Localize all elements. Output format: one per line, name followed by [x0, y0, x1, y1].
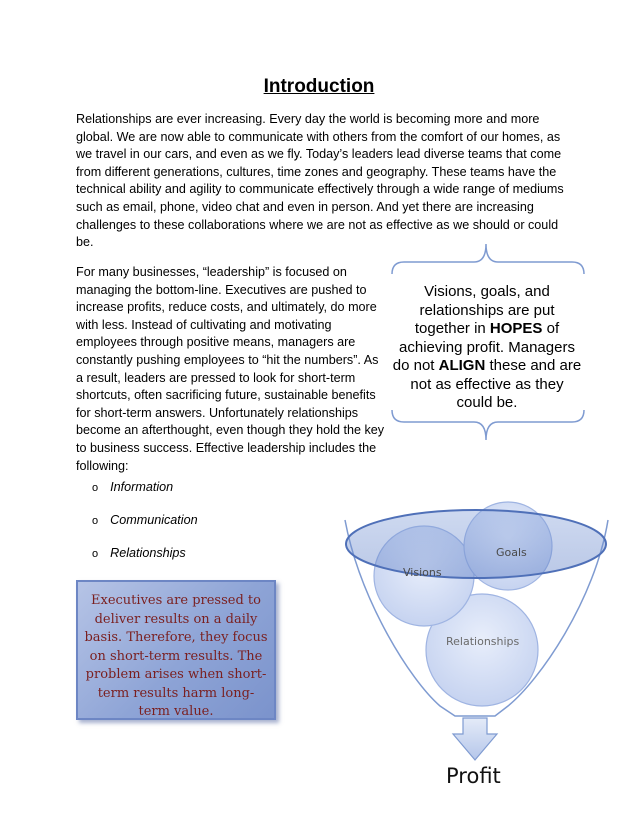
bullet-marker: o — [92, 515, 99, 527]
executives-note-box — [76, 580, 276, 720]
goals-label: Goals — [496, 546, 527, 559]
intro-paragraph: Relationships are ever increasing. Every day the world is becoming more and more global. We are now able to communicate with others from the comfort of our homes, as we travel in our cars, and even as we fly. Today’s leaders lead diverse teams that come from different generations, cultures, time zones and geography. These teams have the technical ability and agility to communicate effectively through a wide range of mediums such as email, phone, video chat and even in person. And yet there are increasing challenges to these collaborations where we are not as effective as we should or could be. — [76, 112, 564, 250]
executives-note-text: Executives are pressed to deliver results on a daily basis. Therefore, they focus on short-term results. The problem arises when short-term results harm long-term value. — [84, 593, 268, 719]
visions-label: Visions — [403, 566, 442, 579]
leadership-paragraph: For many businesses, “leadership” is focused on managing the bottom-line. Executives are pushed to increase profits, reduce costs, and ultimately, do more with less. Instead of cultivating and motivating employees through positive means, managers are constantly pushing employees to “hit the numbers”. As a result, leaders are pressed to look for short-term shortcuts, often sacrificing future, sustainable benefits for short-term answers. Unfortunately relationships become an afterthought, even though they hold the key to business success. Effective leadership includes the following: — [76, 265, 385, 473]
bullet-marker: o — [92, 548, 99, 560]
profit-label: Profit — [446, 764, 501, 788]
bullet-label: Communication — [110, 513, 198, 527]
bullet-label: Relationships — [110, 546, 186, 560]
top-brace — [392, 244, 584, 274]
down-arrow-icon — [453, 718, 497, 760]
relationships-label: Relationships — [446, 635, 520, 648]
hopes-callout: Visions, goals, and relationships are put together in HOPES of achieving profit. Managers do not ALIGN these and are not as effective as they could be. — [392, 283, 582, 411]
bullet-marker: o — [92, 482, 99, 494]
page-title: Introduction — [263, 76, 375, 97]
bottom-brace — [392, 410, 584, 440]
bullet-label: Information — [110, 480, 174, 494]
funnel-rim — [346, 510, 606, 578]
